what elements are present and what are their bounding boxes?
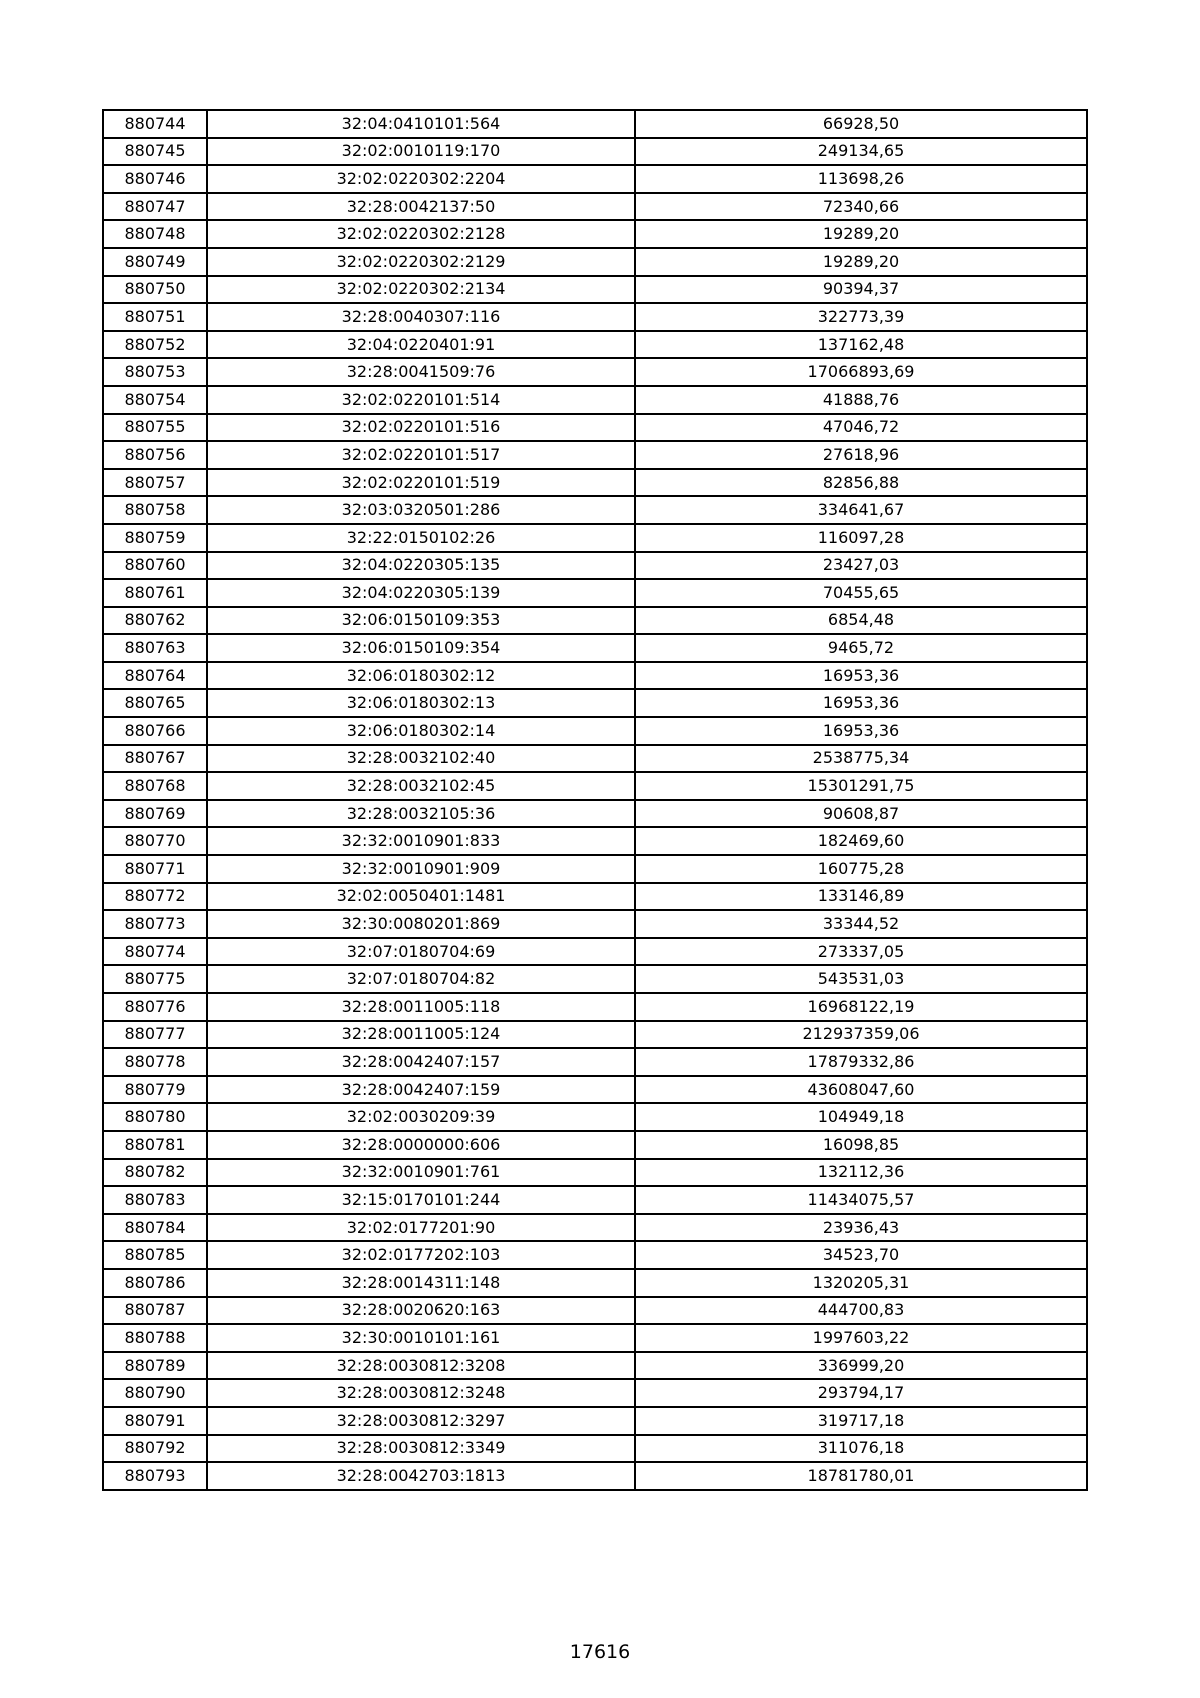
cadastral-number-cell: 32:32:0010901:909 bbox=[207, 855, 635, 883]
cadastral-number-cell: 32:06:0180302:13 bbox=[207, 689, 635, 717]
value-cell: 23936,43 bbox=[635, 1214, 1087, 1242]
cadastral-number-cell: 32:02:0030209:39 bbox=[207, 1103, 635, 1131]
value-cell: 82856,88 bbox=[635, 469, 1087, 497]
record-number-cell: 880752 bbox=[103, 331, 207, 359]
record-number-cell: 880786 bbox=[103, 1269, 207, 1297]
record-number-cell: 880766 bbox=[103, 717, 207, 745]
table-row bbox=[103, 1435, 1087, 1463]
record-number-cell: 880774 bbox=[103, 938, 207, 966]
value-cell: 17066893,69 bbox=[635, 358, 1087, 386]
value-cell: 113698,26 bbox=[635, 165, 1087, 193]
cadastral-number-cell: 32:28:0030812:3349 bbox=[207, 1435, 635, 1463]
record-number-cell: 880783 bbox=[103, 1186, 207, 1214]
table-row bbox=[103, 717, 1087, 745]
value-cell: 16953,36 bbox=[635, 689, 1087, 717]
table-row bbox=[103, 552, 1087, 580]
table-row bbox=[103, 1297, 1087, 1325]
value-cell: 249134,65 bbox=[635, 138, 1087, 166]
table-row bbox=[103, 662, 1087, 690]
table-row bbox=[103, 331, 1087, 359]
table-row bbox=[103, 800, 1087, 828]
record-number-cell: 880771 bbox=[103, 855, 207, 883]
value-cell: 9465,72 bbox=[635, 634, 1087, 662]
value-cell: 90608,87 bbox=[635, 800, 1087, 828]
cadastral-number-cell: 32:02:0220302:2128 bbox=[207, 220, 635, 248]
value-cell: 132112,36 bbox=[635, 1159, 1087, 1187]
cadastral-number-cell: 32:04:0220305:135 bbox=[207, 552, 635, 580]
table-body bbox=[103, 110, 1087, 1490]
table-row bbox=[103, 634, 1087, 662]
cadastral-number-cell: 32:07:0180704:69 bbox=[207, 938, 635, 966]
table-row bbox=[103, 1048, 1087, 1076]
cadastral-number-cell: 32:28:0042703:1813 bbox=[207, 1462, 635, 1490]
cadastral-number-cell: 32:32:0010901:833 bbox=[207, 827, 635, 855]
table-row bbox=[103, 1021, 1087, 1049]
record-number-cell: 880768 bbox=[103, 772, 207, 800]
cadastral-number-cell: 32:06:0180302:12 bbox=[207, 662, 635, 690]
record-number-cell: 880764 bbox=[103, 662, 207, 690]
value-cell: 27618,96 bbox=[635, 441, 1087, 469]
table-row bbox=[103, 1269, 1087, 1297]
record-number-cell: 880790 bbox=[103, 1379, 207, 1407]
record-number-cell: 880756 bbox=[103, 441, 207, 469]
table-row bbox=[103, 165, 1087, 193]
table-row bbox=[103, 193, 1087, 221]
table-row bbox=[103, 745, 1087, 773]
data-table bbox=[102, 109, 1088, 1491]
table-row bbox=[103, 883, 1087, 911]
record-number-cell: 880780 bbox=[103, 1103, 207, 1131]
value-cell: 70455,65 bbox=[635, 579, 1087, 607]
cadastral-number-cell: 32:28:0032102:45 bbox=[207, 772, 635, 800]
value-cell: 116097,28 bbox=[635, 524, 1087, 552]
cadastral-number-cell: 32:06:0150109:354 bbox=[207, 634, 635, 662]
value-cell: 17879332,86 bbox=[635, 1048, 1087, 1076]
record-number-cell: 880785 bbox=[103, 1241, 207, 1269]
record-number-cell: 880779 bbox=[103, 1076, 207, 1104]
cadastral-number-cell: 32:28:0030812:3208 bbox=[207, 1352, 635, 1380]
value-cell: 16953,36 bbox=[635, 662, 1087, 690]
table-row bbox=[103, 1214, 1087, 1242]
cadastral-number-cell: 32:03:0320501:286 bbox=[207, 496, 635, 524]
record-number-cell: 880761 bbox=[103, 579, 207, 607]
cadastral-number-cell: 32:02:0220302:2204 bbox=[207, 165, 635, 193]
table-row bbox=[103, 1352, 1087, 1380]
record-number-cell: 880746 bbox=[103, 165, 207, 193]
value-cell: 1997603,22 bbox=[635, 1324, 1087, 1352]
value-cell: 336999,20 bbox=[635, 1352, 1087, 1380]
table-row bbox=[103, 1379, 1087, 1407]
table-row bbox=[103, 524, 1087, 552]
value-cell: 334641,67 bbox=[635, 496, 1087, 524]
value-cell: 104949,18 bbox=[635, 1103, 1087, 1131]
cadastral-number-cell: 32:28:0032102:40 bbox=[207, 745, 635, 773]
value-cell: 90394,37 bbox=[635, 276, 1087, 304]
record-number-cell: 880748 bbox=[103, 220, 207, 248]
cadastral-number-cell: 32:02:0220101:516 bbox=[207, 414, 635, 442]
record-number-cell: 880777 bbox=[103, 1021, 207, 1049]
cadastral-number-cell: 32:02:0220101:517 bbox=[207, 441, 635, 469]
table-row bbox=[103, 138, 1087, 166]
value-cell: 2538775,34 bbox=[635, 745, 1087, 773]
value-cell: 311076,18 bbox=[635, 1435, 1087, 1463]
table-row bbox=[103, 248, 1087, 276]
record-number-cell: 880793 bbox=[103, 1462, 207, 1490]
table-row bbox=[103, 1241, 1087, 1269]
record-number-cell: 880765 bbox=[103, 689, 207, 717]
record-number-cell: 880781 bbox=[103, 1131, 207, 1159]
table-row bbox=[103, 607, 1087, 635]
record-number-cell: 880775 bbox=[103, 965, 207, 993]
value-cell: 16953,36 bbox=[635, 717, 1087, 745]
value-cell: 137162,48 bbox=[635, 331, 1087, 359]
value-cell: 160775,28 bbox=[635, 855, 1087, 883]
table-row bbox=[103, 110, 1087, 138]
table-row bbox=[103, 496, 1087, 524]
record-number-cell: 880754 bbox=[103, 386, 207, 414]
value-cell: 34523,70 bbox=[635, 1241, 1087, 1269]
table-row bbox=[103, 1103, 1087, 1131]
cadastral-number-cell: 32:07:0180704:82 bbox=[207, 965, 635, 993]
cadastral-number-cell: 32:28:0011005:118 bbox=[207, 993, 635, 1021]
record-number-cell: 880759 bbox=[103, 524, 207, 552]
cadastral-number-cell: 32:28:0042407:159 bbox=[207, 1076, 635, 1104]
value-cell: 41888,76 bbox=[635, 386, 1087, 414]
cadastral-number-cell: 32:28:0014311:148 bbox=[207, 1269, 635, 1297]
cadastral-number-cell: 32:28:0032105:36 bbox=[207, 800, 635, 828]
table-row bbox=[103, 303, 1087, 331]
value-cell: 273337,05 bbox=[635, 938, 1087, 966]
value-cell: 47046,72 bbox=[635, 414, 1087, 442]
cadastral-number-cell: 32:28:0020620:163 bbox=[207, 1297, 635, 1325]
record-number-cell: 880788 bbox=[103, 1324, 207, 1352]
table-row bbox=[103, 827, 1087, 855]
value-cell: 444700,83 bbox=[635, 1297, 1087, 1325]
cadastral-number-cell: 32:02:0220101:514 bbox=[207, 386, 635, 414]
record-number-cell: 880791 bbox=[103, 1407, 207, 1435]
cadastral-number-cell: 32:28:0011005:124 bbox=[207, 1021, 635, 1049]
table-row bbox=[103, 1131, 1087, 1159]
value-cell: 72340,66 bbox=[635, 193, 1087, 221]
record-number-cell: 880792 bbox=[103, 1435, 207, 1463]
cadastral-number-cell: 32:30:0080201:869 bbox=[207, 910, 635, 938]
table-row bbox=[103, 1159, 1087, 1187]
record-number-cell: 880760 bbox=[103, 552, 207, 580]
record-number-cell: 880755 bbox=[103, 414, 207, 442]
record-number-cell: 880784 bbox=[103, 1214, 207, 1242]
table-row bbox=[103, 276, 1087, 304]
cadastral-number-cell: 32:15:0170101:244 bbox=[207, 1186, 635, 1214]
table-row bbox=[103, 772, 1087, 800]
value-cell: 16968122,19 bbox=[635, 993, 1087, 1021]
value-cell: 543531,03 bbox=[635, 965, 1087, 993]
cadastral-number-cell: 32:04:0410101:564 bbox=[207, 110, 635, 138]
value-cell: 18781780,01 bbox=[635, 1462, 1087, 1490]
record-number-cell: 880763 bbox=[103, 634, 207, 662]
record-number-cell: 880769 bbox=[103, 800, 207, 828]
record-number-cell: 880747 bbox=[103, 193, 207, 221]
table-row bbox=[103, 1324, 1087, 1352]
record-number-cell: 880767 bbox=[103, 745, 207, 773]
value-cell: 293794,17 bbox=[635, 1379, 1087, 1407]
record-number-cell: 880776 bbox=[103, 993, 207, 1021]
value-cell: 66928,50 bbox=[635, 110, 1087, 138]
cadastral-number-cell: 32:06:0150109:353 bbox=[207, 607, 635, 635]
cadastral-number-cell: 32:02:0220302:2129 bbox=[207, 248, 635, 276]
table-row bbox=[103, 1186, 1087, 1214]
value-cell: 212937359,06 bbox=[635, 1021, 1087, 1049]
table-row bbox=[103, 993, 1087, 1021]
value-cell: 16098,85 bbox=[635, 1131, 1087, 1159]
value-cell: 11434075,57 bbox=[635, 1186, 1087, 1214]
value-cell: 19289,20 bbox=[635, 220, 1087, 248]
record-number-cell: 880749 bbox=[103, 248, 207, 276]
record-number-cell: 880787 bbox=[103, 1297, 207, 1325]
record-number-cell: 880750 bbox=[103, 276, 207, 304]
cadastral-number-cell: 32:28:0041509:76 bbox=[207, 358, 635, 386]
table-row bbox=[103, 910, 1087, 938]
table-row bbox=[103, 1462, 1087, 1490]
cadastral-number-cell: 32:02:0010119:170 bbox=[207, 138, 635, 166]
cadastral-number-cell: 32:04:0220401:91 bbox=[207, 331, 635, 359]
cadastral-number-cell: 32:28:0042407:157 bbox=[207, 1048, 635, 1076]
value-cell: 133146,89 bbox=[635, 883, 1087, 911]
record-number-cell: 880772 bbox=[103, 883, 207, 911]
cadastral-number-cell: 32:28:0000000:606 bbox=[207, 1131, 635, 1159]
page-number: 17616 bbox=[569, 1641, 631, 1663]
value-cell: 33344,52 bbox=[635, 910, 1087, 938]
value-cell: 43608047,60 bbox=[635, 1076, 1087, 1104]
cadastral-number-cell: 32:02:0177201:90 bbox=[207, 1214, 635, 1242]
value-cell: 23427,03 bbox=[635, 552, 1087, 580]
record-number-cell: 880744 bbox=[103, 110, 207, 138]
cadastral-number-cell: 32:32:0010901:761 bbox=[207, 1159, 635, 1187]
cadastral-number-cell: 32:28:0040307:116 bbox=[207, 303, 635, 331]
table-row bbox=[103, 386, 1087, 414]
table-row bbox=[103, 579, 1087, 607]
cadastral-number-cell: 32:02:0220101:519 bbox=[207, 469, 635, 497]
record-number-cell: 880789 bbox=[103, 1352, 207, 1380]
cadastral-number-cell: 32:04:0220305:139 bbox=[207, 579, 635, 607]
cadastral-number-cell: 32:28:0030812:3297 bbox=[207, 1407, 635, 1435]
table-row bbox=[103, 469, 1087, 497]
value-cell: 182469,60 bbox=[635, 827, 1087, 855]
table-row bbox=[103, 689, 1087, 717]
value-cell: 19289,20 bbox=[635, 248, 1087, 276]
cadastral-number-cell: 32:28:0030812:3248 bbox=[207, 1379, 635, 1407]
record-number-cell: 880757 bbox=[103, 469, 207, 497]
value-cell: 322773,39 bbox=[635, 303, 1087, 331]
cadastral-number-cell: 32:22:0150102:26 bbox=[207, 524, 635, 552]
record-number-cell: 880762 bbox=[103, 607, 207, 635]
value-cell: 15301291,75 bbox=[635, 772, 1087, 800]
table-row bbox=[103, 441, 1087, 469]
record-number-cell: 880745 bbox=[103, 138, 207, 166]
cadastral-number-cell: 32:02:0220302:2134 bbox=[207, 276, 635, 304]
record-number-cell: 880773 bbox=[103, 910, 207, 938]
table-row bbox=[103, 1076, 1087, 1104]
table-row bbox=[103, 965, 1087, 993]
table-row bbox=[103, 414, 1087, 442]
record-number-cell: 880782 bbox=[103, 1159, 207, 1187]
record-number-cell: 880753 bbox=[103, 358, 207, 386]
record-number-cell: 880751 bbox=[103, 303, 207, 331]
cadastral-number-cell: 32:02:0177202:103 bbox=[207, 1241, 635, 1269]
record-number-cell: 880758 bbox=[103, 496, 207, 524]
value-cell: 1320205,31 bbox=[635, 1269, 1087, 1297]
value-cell: 6854,48 bbox=[635, 607, 1087, 635]
record-number-cell: 880778 bbox=[103, 1048, 207, 1076]
value-cell: 319717,18 bbox=[635, 1407, 1087, 1435]
record-number-cell: 880770 bbox=[103, 827, 207, 855]
table-row bbox=[103, 220, 1087, 248]
table-row bbox=[103, 855, 1087, 883]
cadastral-number-cell: 32:02:0050401:1481 bbox=[207, 883, 635, 911]
cadastral-number-cell: 32:28:0042137:50 bbox=[207, 193, 635, 221]
cadastral-number-cell: 32:06:0180302:14 bbox=[207, 717, 635, 745]
cadastral-number-cell: 32:30:0010101:161 bbox=[207, 1324, 635, 1352]
table-row bbox=[103, 938, 1087, 966]
table-row bbox=[103, 1407, 1087, 1435]
table-row bbox=[103, 358, 1087, 386]
